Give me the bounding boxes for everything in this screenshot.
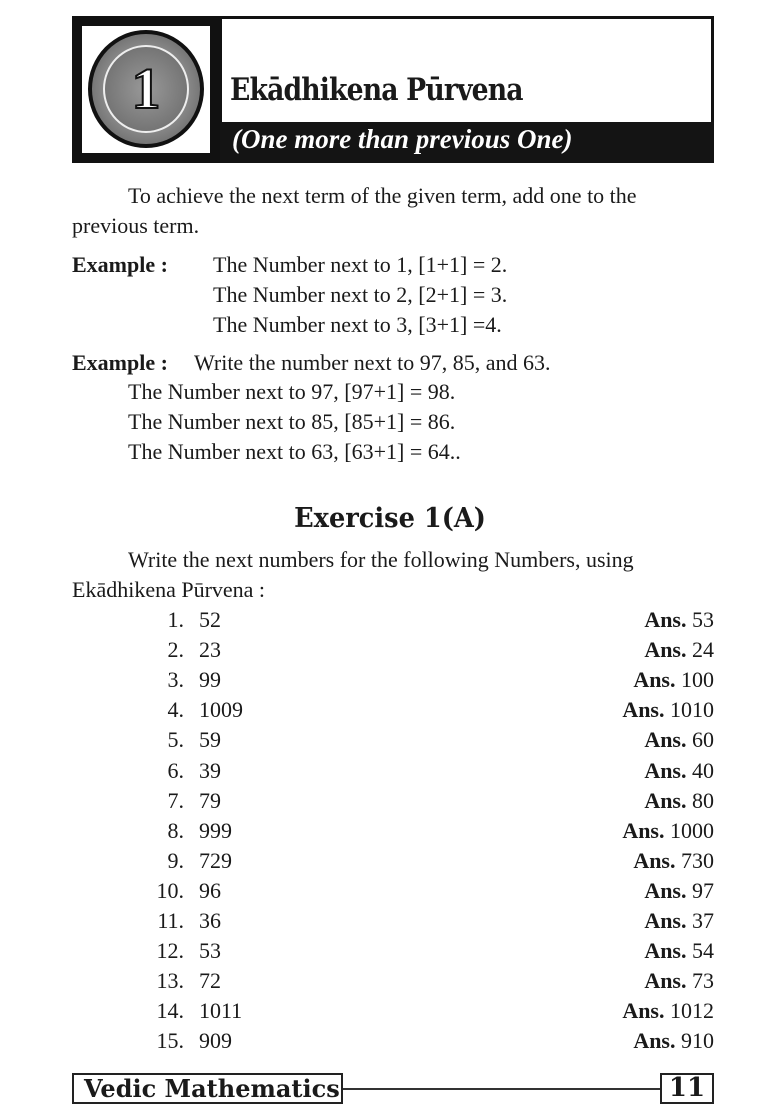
item-answer	[644, 635, 714, 665]
item-number: 10.	[156, 877, 184, 903]
item-answer	[644, 725, 714, 755]
item-answer	[644, 876, 714, 906]
item-question: 23	[199, 637, 221, 663]
example-1-label: Example :	[72, 252, 168, 277]
answer-value: 80	[692, 787, 714, 813]
exercise-item	[72, 996, 714, 1026]
exercise-item	[72, 665, 714, 695]
answer-label: Ans.	[644, 757, 687, 783]
exercise-item	[72, 786, 714, 816]
item-question: 1009	[199, 697, 243, 723]
exercise-item	[72, 695, 714, 725]
item-question: 96	[199, 877, 221, 903]
answer-value: 60	[692, 727, 714, 753]
answer-label: Ans.	[633, 667, 676, 693]
chapter-number: 1	[131, 56, 161, 121]
exercise-item	[72, 756, 714, 786]
item-answer	[644, 906, 714, 936]
intro-line-1: To achieve the next term of the given term, add one to the	[128, 183, 637, 208]
item-number: 8.	[167, 817, 184, 843]
item-number: 11.	[157, 908, 184, 933]
exercise-item	[72, 846, 714, 876]
item-answer	[633, 846, 714, 876]
item-question: 99	[199, 667, 221, 693]
page-number: 11	[660, 1073, 714, 1104]
item-question: 72	[199, 968, 221, 994]
item-question: 909	[199, 1028, 232, 1054]
item-question: 79	[199, 787, 221, 813]
badge-ring	[103, 45, 189, 133]
item-question: 36	[199, 908, 221, 933]
exercise-heading: Exercise 1(A)	[294, 503, 486, 534]
answer-value: 40	[692, 757, 714, 783]
answer-value: 100	[681, 667, 714, 693]
example-2-prompt: Write the number next to 97, 85, and 63.	[194, 350, 551, 375]
exercise-item	[72, 635, 714, 665]
answer-value: 910	[681, 1028, 714, 1054]
item-answer	[644, 605, 714, 635]
answer-label: Ans.	[644, 607, 687, 632]
item-number: 1.	[167, 607, 184, 632]
item-number: 15.	[156, 1028, 184, 1054]
item-number: 5.	[167, 727, 184, 753]
intro-line-2: previous term.	[72, 213, 200, 238]
answer-label: Ans.	[644, 787, 687, 813]
exercise-instruction-1: Write the next numbers for the following Numbers, using	[128, 547, 634, 572]
answer-label: Ans.	[633, 1028, 676, 1054]
item-question: 53	[199, 938, 221, 964]
item-answer	[633, 665, 714, 695]
exercise-instruction-2: Ekādhikena Pūrvena :	[72, 577, 266, 602]
answer-value: 1010	[670, 697, 714, 723]
answer-value: 24	[692, 637, 714, 663]
example-1-line: The Number next to 2, [2+1] = 3.	[213, 282, 508, 307]
item-answer	[644, 966, 714, 996]
answer-label: Ans.	[622, 817, 665, 843]
answer-label: Ans.	[644, 637, 687, 663]
answer-value: 1000	[670, 817, 714, 843]
item-question: 999	[199, 817, 232, 843]
answer-value: 730	[681, 847, 714, 873]
exercise-item	[72, 876, 714, 906]
item-question: 52	[199, 607, 221, 632]
exercise-item	[72, 906, 714, 936]
example-2-line: The Number next to 63, [63+1] = 64..	[128, 439, 461, 464]
answer-label: Ans.	[622, 998, 665, 1024]
exercise-item	[72, 1026, 714, 1056]
item-answer	[644, 786, 714, 816]
item-answer	[644, 936, 714, 966]
answer-value: 53	[692, 607, 714, 632]
exercise-item	[72, 816, 714, 846]
item-number: 7.	[167, 787, 184, 813]
exercise-item	[72, 605, 714, 635]
answer-value: 54	[692, 938, 714, 964]
answer-label: Ans.	[644, 727, 687, 753]
answer-label: Ans.	[644, 877, 687, 903]
answer-label: Ans.	[633, 847, 676, 873]
item-answer	[622, 695, 714, 725]
exercise-item	[72, 936, 714, 966]
chapter-title: Ekādhikena Pūrvena	[230, 72, 523, 108]
item-answer	[633, 1026, 714, 1056]
item-question: 39	[199, 757, 221, 783]
example-1-line: The Number next to 1, [1+1] = 2.	[213, 252, 508, 277]
answer-value: 37	[692, 908, 714, 933]
item-number: 13.	[156, 968, 184, 994]
item-number: 12.	[156, 938, 184, 964]
answer-value: 73	[692, 968, 714, 994]
item-number: 2.	[167, 637, 184, 663]
item-number: 6.	[167, 757, 184, 783]
chapter-subtitle: (One more than previous One)	[232, 124, 573, 154]
chapter-number-badge-icon	[88, 30, 204, 148]
exercise-item	[72, 725, 714, 755]
item-number: 14.	[156, 998, 184, 1024]
item-number: 9.	[167, 847, 184, 873]
example-2-label: Example :	[72, 350, 168, 375]
item-answer	[622, 996, 714, 1026]
example-2-line: The Number next to 85, [85+1] = 86.	[128, 409, 456, 434]
item-number: 4.	[167, 697, 184, 723]
item-question: 729	[199, 847, 232, 873]
item-answer	[644, 756, 714, 786]
answer-label: Ans.	[644, 938, 687, 964]
item-answer	[622, 816, 714, 846]
item-question: 1011	[199, 998, 243, 1024]
example-1-line: The Number next to 3, [3+1] =4.	[213, 312, 502, 337]
item-question: 59	[199, 727, 221, 753]
answer-label: Ans.	[622, 697, 665, 723]
answer-value: 97	[692, 877, 714, 903]
exercise-item	[72, 966, 714, 996]
answer-label: Ans.	[644, 968, 687, 994]
item-number: 3.	[167, 667, 184, 693]
example-2-line: The Number next to 97, [97+1] = 98.	[128, 379, 456, 404]
footer-book-title: Vedic Mathematics	[72, 1073, 343, 1104]
footer-divider	[343, 1088, 660, 1090]
answer-value: 1012	[670, 998, 714, 1024]
answer-label: Ans.	[644, 908, 687, 933]
